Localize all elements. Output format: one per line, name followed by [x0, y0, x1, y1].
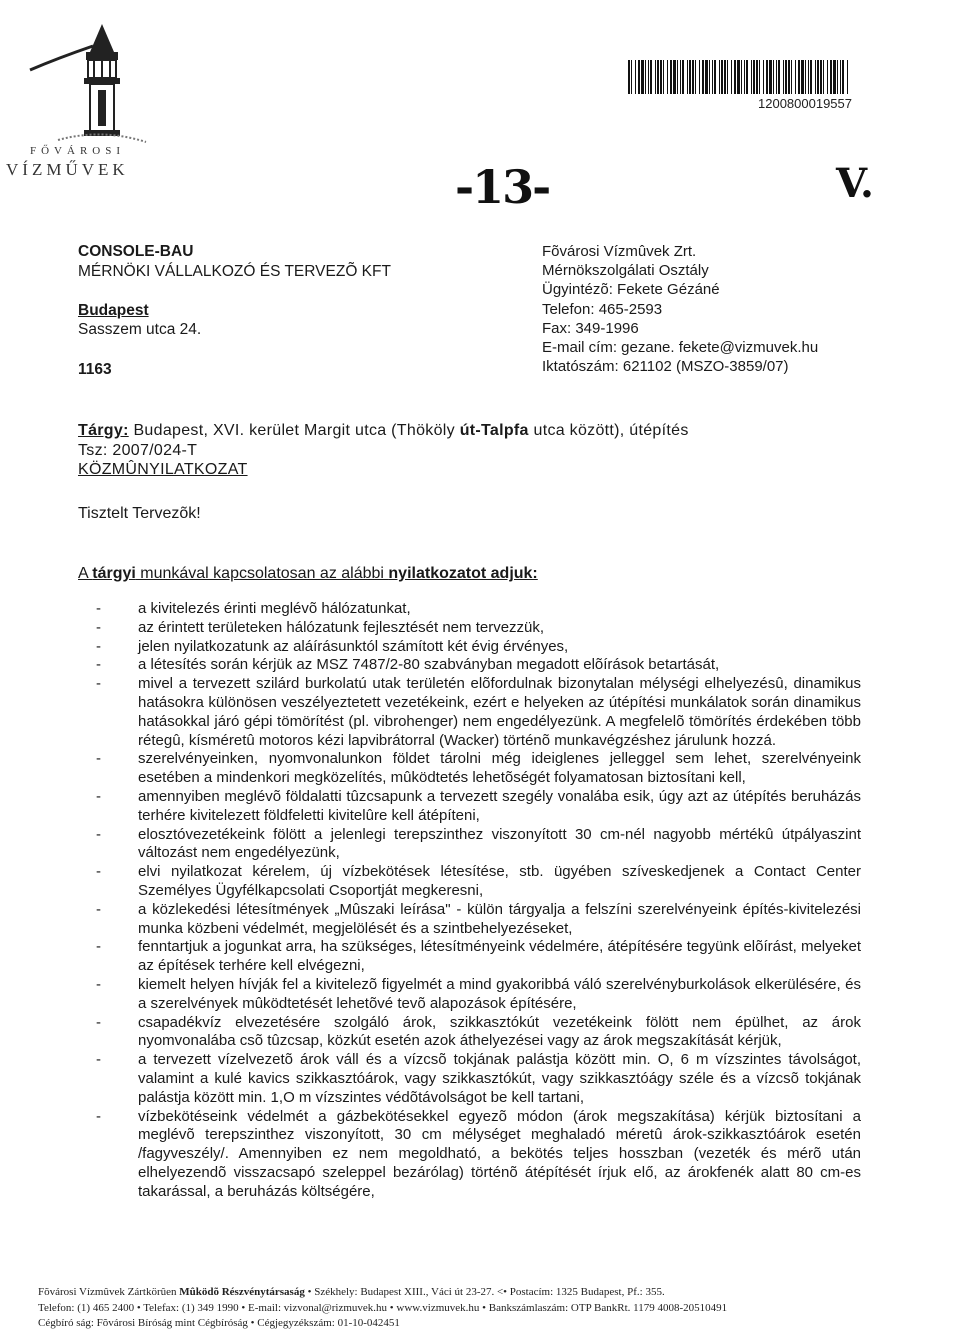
list-item: - fenntartjuk a jogunkat arra, ha szükséges, létesítményeink védelmére, átépítésére tegyünk elõírást, melyeket az építések terhére kell elvégezni, — [96, 938, 861, 976]
subject-text-bold: út-Talpfa — [459, 422, 529, 439]
intro-part-c: munkával kapcsolatosan az alábbi — [135, 565, 389, 582]
list-item: - csapadékvíz elvezetésére szolgáló árok, szikkasztókút vezetékeink fölött nem épülhet, az árok nyomvonalába csõ tûzcsap, közkút esetén azok áthelyezései vagy az árok megszakítását kérjük, — [96, 1014, 861, 1052]
intro-part-a: A — [78, 565, 93, 582]
sender-contact: Ügyintézõ: Fekete Gézáné — [542, 281, 720, 299]
sender-phone: Telefon: 465-2593 — [542, 300, 663, 318]
logo-name-line1: FŐVÁROSI — [30, 145, 126, 157]
subject-text-after: utca között), útépítés — [528, 422, 689, 439]
subject-label: Tárgy: — [78, 422, 129, 439]
subject-text-before: Budapest, XVI. kerület Margit utca (Thököly — [128, 422, 460, 439]
statement-list — [96, 600, 861, 1202]
recipient-company: CONSOLE-BAU — [78, 243, 194, 260]
sender-block — [542, 242, 818, 376]
list-item: - amennyiben meglévõ földalatti tûzcsapunk a tervezett szegély vonalába esik, úgy azt az útépítés beruházás terhére kivitelezett földfeletti kivitelûre kell átépíteni, — [96, 788, 861, 826]
intro-part-b1: tárgyi — [92, 565, 136, 582]
list-item: - a közlekedési létesítmények „Mûszaki leírása" - külön tárgyalja a felszíni szerelvényeink építés-kivitelezési munka közbeni védelmét, megjelölését és a szintbehelyezéseket, — [96, 901, 861, 939]
intro-part-b2: nyilatkozatot adjuk: — [388, 565, 538, 582]
recipient-city: Budapest — [78, 301, 149, 319]
list-item: - szerelvényeinken, nyomvonalunkon földet tárolni még ideiglenes jelleggel sem lehet, szerelvényeink esetében a mindenkori megközelítés, mûködtetés lehetõségét folyamatosan biztosítani kell, — [96, 750, 861, 788]
list-item: - a tervezett vízelvezetõ árok váll és a vízcsõ tokjának palástja között min. O, 6 m vízszintes távolságot, valamint a kulé kavics szikkasztóárok, vagy szikkasztókút, vagy szikkasztóágy széle és a vízcsõ tokjának palástja között min. 1,O m vízszintes védõtávolságot be kell tartani, — [96, 1051, 861, 1107]
list-item: - elvi nyilatkozat kérelem, új vízbekötések létesítése, stb. ügyében szíveskedjenek a Contact Center Személyes Ügyfélkapcsolati Csoportját megkeresni, — [96, 863, 861, 901]
list-item: - jelen nyilatkozatunk az aláírásunktól számított két évig érvényes, — [96, 638, 861, 657]
footer-line1-b: Mûködõ Részvénytársaság — [179, 1286, 305, 1298]
footer-line3: Cégbíró ság: Fõvárosi Bíróság mint Cégbíróság • Cégjegyzékszám: 01-10-042451 — [38, 1317, 400, 1329]
footer-line1-a: Fõvárosi Vízmûvek Zártkörûen — [38, 1286, 180, 1298]
list-item: - kiemelt helyen hívják fel a kivitelezõ figyelmét a mind gyakoribbá váló szerelvényburkolások elkerülésére, és a szerelvények mûködtetését lehetõvé tevõ alapozások építésére, — [96, 976, 861, 1014]
recipient-company-desc: MÉRNÖKI VÁLLALKOZÓ ÉS TERVEZÕ KFT — [78, 262, 391, 280]
sender-dept: Mérnökszolgálati Osztály — [542, 262, 709, 280]
subject-tsz: Tsz: 2007/024-T — [78, 441, 198, 459]
greeting: Tisztelt Tervezõk! — [78, 505, 201, 522]
list-item: - mivel a tervezett szilárd burkolatú utak területén elõfordulnak bizonytalan mélységi elhelyezésû, dinamikus hatásokra különösen veszélyeztetett vezetékeink, ezért e helyeken az útépítési munkálatok során dinamikus hatásokkal járó gépi tömörítést (pl. vibrohenger) nem engedélyezünk. A megfelelõ tömörítés érdekében több rétegû, kísméretû motoros kézi lapvibrátorral (Wacker) történõ munkavégzéshez járulunk hozzá. — [96, 675, 861, 750]
list-item: - elosztóvezetékeink fölött a jelenlegi terepszinthez viszonyított 30 cm-nél nagyobb mértékû útpályaszint változást nem engedélyezünk, — [96, 826, 861, 864]
recipient-zip: 1163 — [78, 360, 112, 378]
recipient-street: Sasszem utca 24. — [78, 321, 202, 339]
sender-ref: Iktatószám: 621102 (MSZO-3859/07) — [542, 358, 789, 376]
footer-line1 — [38, 1285, 727, 1301]
sender-org: Fõvárosi Vízmûvek Zrt. — [542, 243, 697, 260]
logo-name-line2: VÍZMŰVEK — [6, 160, 129, 179]
handwritten-page-mark: -13- — [455, 160, 550, 214]
footer-line2: Telefon: (1) 465 2400 • Telefax: (1) 349 1990 • E-mail: vizvonal@rizmuvek.hu • www.vizmuvek.hu • Bankszámlaszám: OTP BankRt. 1179 4008-20510491 — [38, 1301, 728, 1314]
subject-block — [78, 421, 689, 480]
list-item: - az érintett területeken hálózatunk fejlesztését nem tervezzük, — [96, 619, 861, 638]
list-item: - a létesítés során kérjük az MSZ 7487/2-80 szabványban megadott elõírások betartását, — [96, 656, 861, 675]
footer-line1-c: • Székhely: Budapest XIII., Váci út 23-27. <• Postacím: 1325 Budapest, Pf.: 355. — [304, 1286, 665, 1298]
list-item: - vízbekötéseink védelmét a gázbekötésekkel egyezõ módon (árok megszakítása) kérjük biztosítani a meglévõ terepszinthez viszonyított, 30 cm mélységet meghaladó méretû árok-szikkasztóárok esetén /fagyveszély/. Amennyiben ez nem megoldható, a bekötés teljes hosszban (vezeték és mérõ után elhelyezendõ visszacsapó szeleppel bezárólag) történõ átépítését írjuk elő, az árokfenék alatt 80 cm-es takarással, a beruházás költségére, — [96, 1108, 861, 1202]
subject-line — [78, 421, 689, 441]
sender-email: E-mail cím: gezane. fekete@vizmuvek.hu — [542, 339, 819, 357]
handwritten-roman-mark: V. — [836, 160, 874, 207]
intro-line — [78, 565, 538, 583]
company-footer — [38, 1285, 727, 1332]
recipient-address — [78, 242, 391, 379]
list-item: - a kivitelezés érinti meglévõ hálózatunkat, — [96, 600, 861, 619]
sender-fax: Fax: 349-1996 — [542, 319, 639, 337]
barcode-number: 1200800019557 — [758, 96, 852, 111]
barcode — [628, 60, 850, 94]
subject-type: KÖZMÛNYILATKOZAT — [78, 461, 248, 478]
